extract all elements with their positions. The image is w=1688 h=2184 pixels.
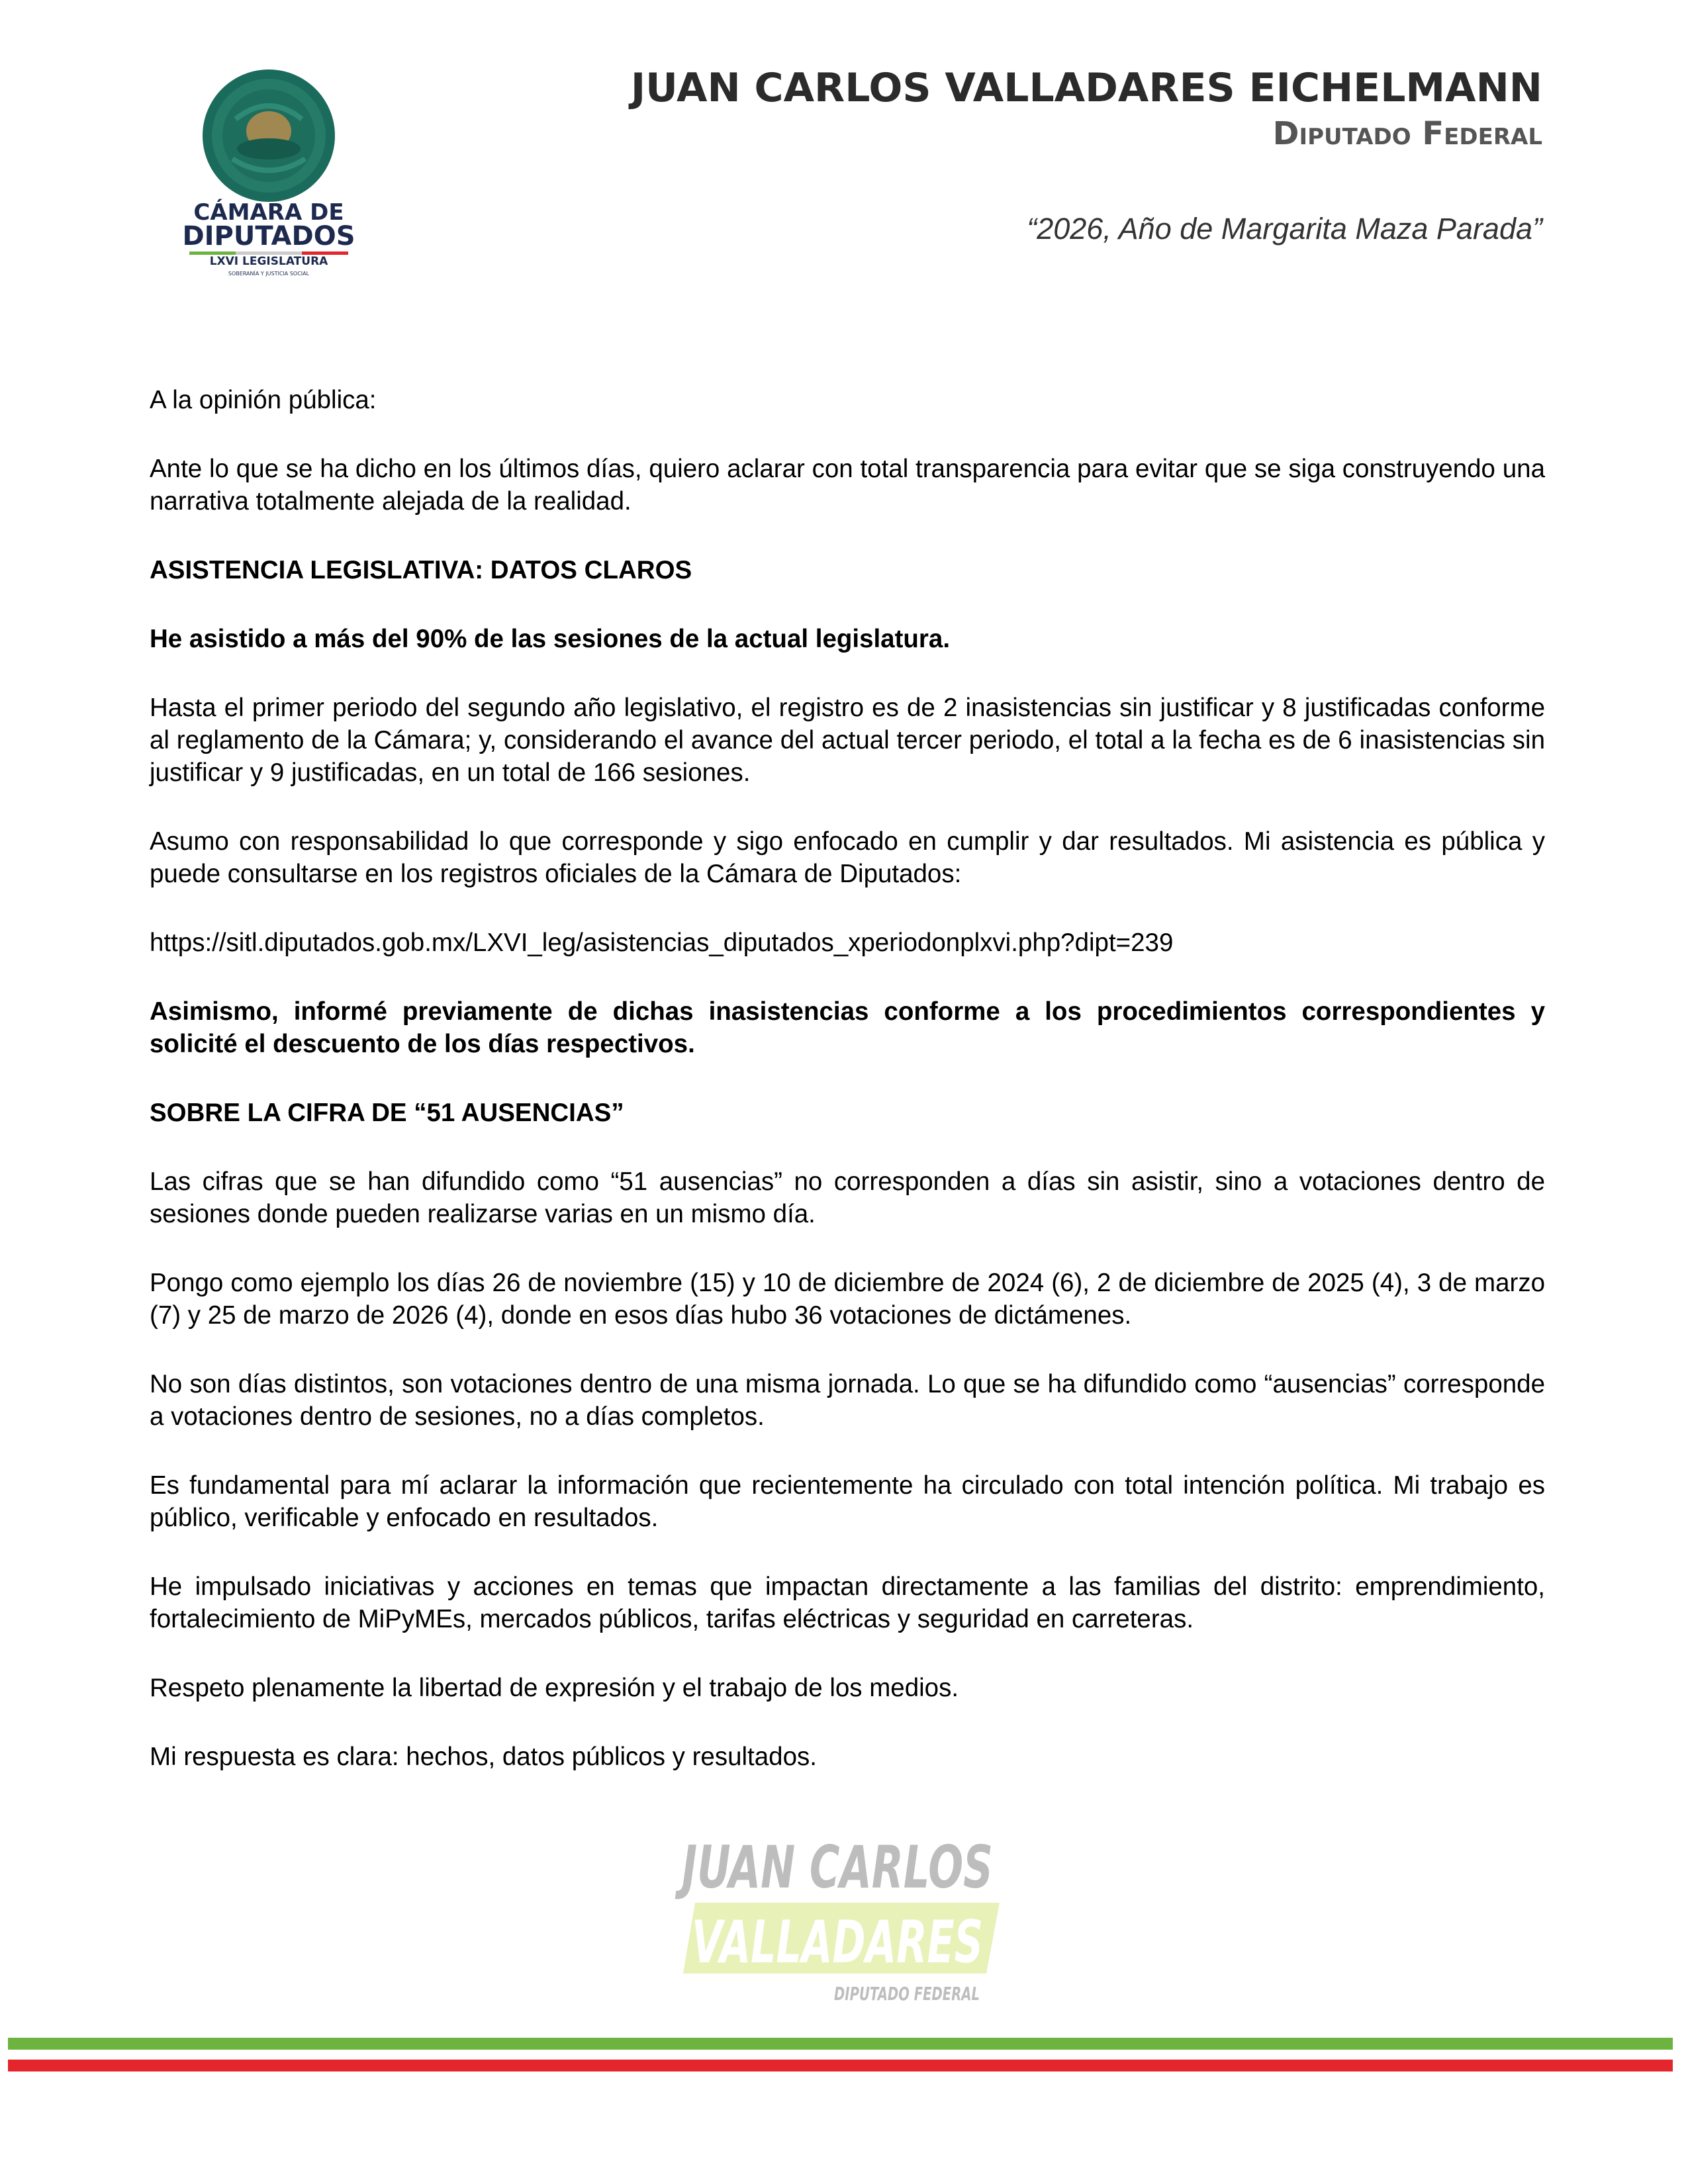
section-heading-attendance: ASISTENCIA LEGISLATIVA: DATOS CLAROS bbox=[150, 556, 692, 584]
paragraph-attendance-claim: He asistido a más del 90% de las sesiones de la actual legislatura. bbox=[150, 625, 951, 653]
footer-red-bar bbox=[8, 2060, 1673, 2071]
logo-line-3: LXVI LEGISLATURA bbox=[209, 255, 328, 268]
paragraph-votes-clarification: No son días distintos, son votaciones dentro de una misma jornada. Lo que se ha difundido como “ausencias” corresponde a votaciones dentro de sesiones, no a días completos. bbox=[150, 1370, 1545, 1431]
paragraph-example-dates: Pongo como ejemplo los días 26 de noviembre (15) y 10 de diciembre de 2024 (6), 2 de diciembre de 2025 (4), 3 de marzo (7) y 25 de marzo de 2026 (4), donde en esos días hubo 36 votaciones de dictámenes. bbox=[150, 1269, 1545, 1330]
paragraph-absences-explanation: Las cifras que se han difundido como “51 ausencias” no corresponden a días sin asistir, sino a votaciones dentro de sesiones donde pueden realizarse varias en un mismo día. bbox=[150, 1167, 1545, 1228]
logo-line-2: DIPUTADOS bbox=[182, 221, 355, 251]
signature-logo bbox=[669, 1827, 1013, 2025]
section-heading-absences: SOBRE LA CIFRA DE “51 AUSENCIAS” bbox=[150, 1099, 624, 1127]
paragraph-prior-notice: Asimismo, informé previamente de dichas inasistencias conforme a los procedimientos correspondientes y solicité el descuento de los días respectivos. bbox=[150, 997, 1545, 1058]
paragraph-press-freedom: Respeto plenamente la libertad de expresión y el trabajo de los medios. bbox=[150, 1674, 959, 1702]
attendance-url: https://sitl.diputados.gob.mx/LXVI_leg/asistencias_diputados_xperiodonplxvi.php?dipt=239 bbox=[150, 929, 1174, 957]
signature-line-3: DIPUTADO FEDERAL bbox=[834, 1983, 980, 2005]
header-year-motto: “2026, Año de Margarita Maza Parada” bbox=[1027, 212, 1542, 246]
signature-line-2: VALLADARES bbox=[692, 1908, 983, 1976]
paragraph-attendance-record: Hasta el primer periodo del segundo año legislativo, el registro es de 2 inasistencias sin justificar y 8 justificadas conforme al reglamento de la Cámara; y, considerando el avance del actual tercer periodo, el total a la fecha es de 6 inasistencias sin justificar y 9 justificadas, en un total de 166 sesiones. bbox=[150, 694, 1545, 787]
paragraph-conclusion: Mi respuesta es clara: hechos, datos públicos y resultados. bbox=[150, 1743, 817, 1771]
greeting: A la opinión pública: bbox=[150, 386, 377, 414]
footer-green-bar bbox=[8, 2038, 1673, 2050]
signature-line-1: JUAN CARLOS bbox=[675, 1833, 993, 1901]
logo-line-4: SOBERANÍA Y JUSTICIA SOCIAL bbox=[228, 271, 310, 277]
camara-de-diputados-logo bbox=[156, 66, 381, 285]
paragraph-intro: Ante lo que se ha dicho en los últimos días, quiero aclarar con total transparencia para evitar que se siga construyendo una narrativa totalmente alejada de la realidad. bbox=[150, 455, 1545, 516]
header-title: Diputado Federal bbox=[1272, 115, 1542, 152]
logo-line-1: CÁMARA DE bbox=[193, 199, 344, 226]
paragraph-political-intent: Es fundamental para mí aclarar la información que recientemente ha circulado con total intención política. Mi trabajo es público, verificable y enfocado en resultados. bbox=[150, 1471, 1545, 1532]
paragraph-responsibility: Asumo con responsabilidad lo que corresponde y sigo enfocado en cumplir y dar resultados. Mi asistencia es pública y puede consultarse en los registros oficiales de la Cámara de Diputados: bbox=[150, 827, 1545, 888]
letter-body bbox=[150, 384, 1545, 1809]
header-name: JUAN CARLOS VALLADARES EICHELMANN bbox=[630, 65, 1542, 111]
paragraph-initiatives: He impulsado iniciativas y acciones en temas que impactan directamente a las familias del distrito: emprendimiento, fortalecimiento de MiPyMEs, mercados públicos, tarifas eléctricas y seguridad en carreteras. bbox=[150, 1572, 1545, 1633]
